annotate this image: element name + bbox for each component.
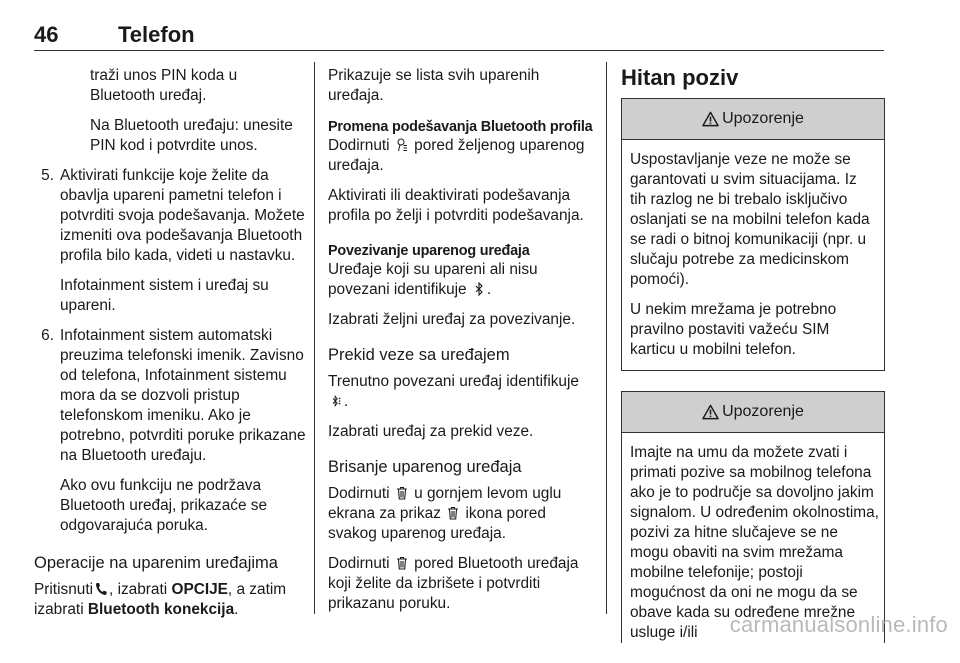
- section-paragraph: Pritisnuti , izabrati OPCIJE, a zatim izabrati Bluetooth konekcija.: [34, 581, 287, 618]
- paragraph: Dodirnuti u gornjem levom uglu ekrana za prikaz ikona pored svakog uparenog uređaja.: [328, 485, 562, 542]
- warning-icon: [702, 404, 719, 420]
- warning-body: [622, 140, 884, 360]
- warning-header: [622, 99, 884, 140]
- trash-icon: [447, 506, 459, 520]
- page-header: [34, 14, 884, 51]
- warning-icon: [702, 111, 719, 127]
- step-number: 5.: [41, 167, 54, 184]
- warning-label: Upozorenje: [722, 110, 804, 127]
- column-divider: [314, 62, 315, 614]
- step-number: 6.: [41, 327, 54, 344]
- paragraph: Uređaje koji su upareni ali nisu povezani identifikuje .: [328, 261, 538, 298]
- step-note: Infotainment sistem i uređaj su upareni.: [60, 277, 269, 314]
- step-text: Aktivirati funkcije koje želite da obavlja upareni pametni telefon i potvrditi svoja podešavanja. Možete izmeniti ova podešavanja Bluetooth profila bilo kada, videti u nastavku.: [60, 167, 305, 264]
- paragraph: Imajte na umu da možete zvati i primati pozive sa mobilnog telefona ako je to područje sa dovoljno jakim signalom. U određenim okolnostima, pozivi za hitne slučajeve se ne mogu obaviti na svim mrežama mobilne telefonije; postoji mogućnost da oni ne mogu da se obave kada su određene mrežne usluge i/ili: [630, 444, 879, 641]
- warning-box: [621, 98, 885, 371]
- paragraph: Uspostavljanje veze ne može se garantovati u svim situacijama. Iz tih razlog ne bi trebalo isključivo oslanjati se na mobilni telefon kada se radi o bitnoj komunikaciji (npr. u slučaju potrebe za medicinskom pomoći).: [630, 151, 870, 288]
- column-3: [621, 66, 885, 663]
- section-heading: Hitan poziv: [621, 65, 739, 90]
- watermark: carmanualsonline.info: [729, 612, 948, 637]
- step-continuation: traži unos PIN koda u Bluetooth uređaj.: [90, 67, 238, 104]
- paragraph: Prikazuje se lista svih uparenih uređaja.: [328, 67, 540, 104]
- warning-label: Upozorenje: [722, 403, 804, 420]
- warning-header: [622, 392, 884, 433]
- bluetooth-connected-icon: [330, 394, 342, 408]
- step-continuation: Na Bluetooth uređaju: unesite PIN kod i potvrdite unos.: [90, 117, 293, 154]
- paragraph: Izabrati uređaj za prekid veze.: [328, 423, 534, 440]
- list-item: [34, 166, 306, 266]
- paragraph: Izabrati željni uređaj za povezivanje.: [328, 311, 576, 328]
- step-note: Ako ovu funkciju ne podržava Bluetooth uređaj, prikazaće se odgovarajuća poruka.: [60, 477, 268, 534]
- section-heading: Prekid veze sa uređajem: [328, 346, 510, 364]
- subheading: Promena podešavanja Bluetooth profila: [328, 119, 593, 135]
- paragraph: Trenutno povezani uređaj identifikuje .: [328, 373, 579, 410]
- warning-box: [621, 391, 885, 643]
- settings-icon: [396, 138, 408, 152]
- column-1: [34, 66, 306, 630]
- list-item: [34, 326, 306, 466]
- trash-icon: [396, 556, 408, 570]
- page-number: 46: [34, 22, 59, 47]
- column-divider: [606, 62, 607, 614]
- section-heading: Brisanje uparenog uređaja: [328, 458, 522, 476]
- paragraph: Dodirnuti pored Bluetooth uređaja koji želite da izbrišete i potvrditi prikazanu poruku.: [328, 555, 579, 612]
- page-title: Telefon: [118, 22, 195, 47]
- bluetooth-icon: [473, 282, 485, 296]
- paragraph: U nekim mrežama je potrebno pravilno postaviti važeću SIM karticu u mobilni telefon.: [630, 301, 837, 358]
- paragraph: Dodirnuti pored željenog uparenog uređaja.: [328, 137, 585, 174]
- section-heading: Operacije na uparenim uređajima: [34, 554, 278, 572]
- column-2: [328, 66, 596, 624]
- subheading: Povezivanje uparenog uređaja: [328, 243, 530, 259]
- trash-icon: [396, 486, 408, 500]
- paragraph: Aktivirati ili deaktivirati podešavanja profila po želji i potvrditi podešavanja.: [328, 187, 584, 224]
- step-text: Infotainment sistem automatski preuzima telefonski imenik. Zavisno od telefona, Infotainment sistemu mora da se dozvoli pristup telefonskom imeniku. Ako je potrebno, potvrditi poruke prikazane na Bluetooth uređaju.: [60, 327, 306, 464]
- phone-icon: [95, 582, 107, 596]
